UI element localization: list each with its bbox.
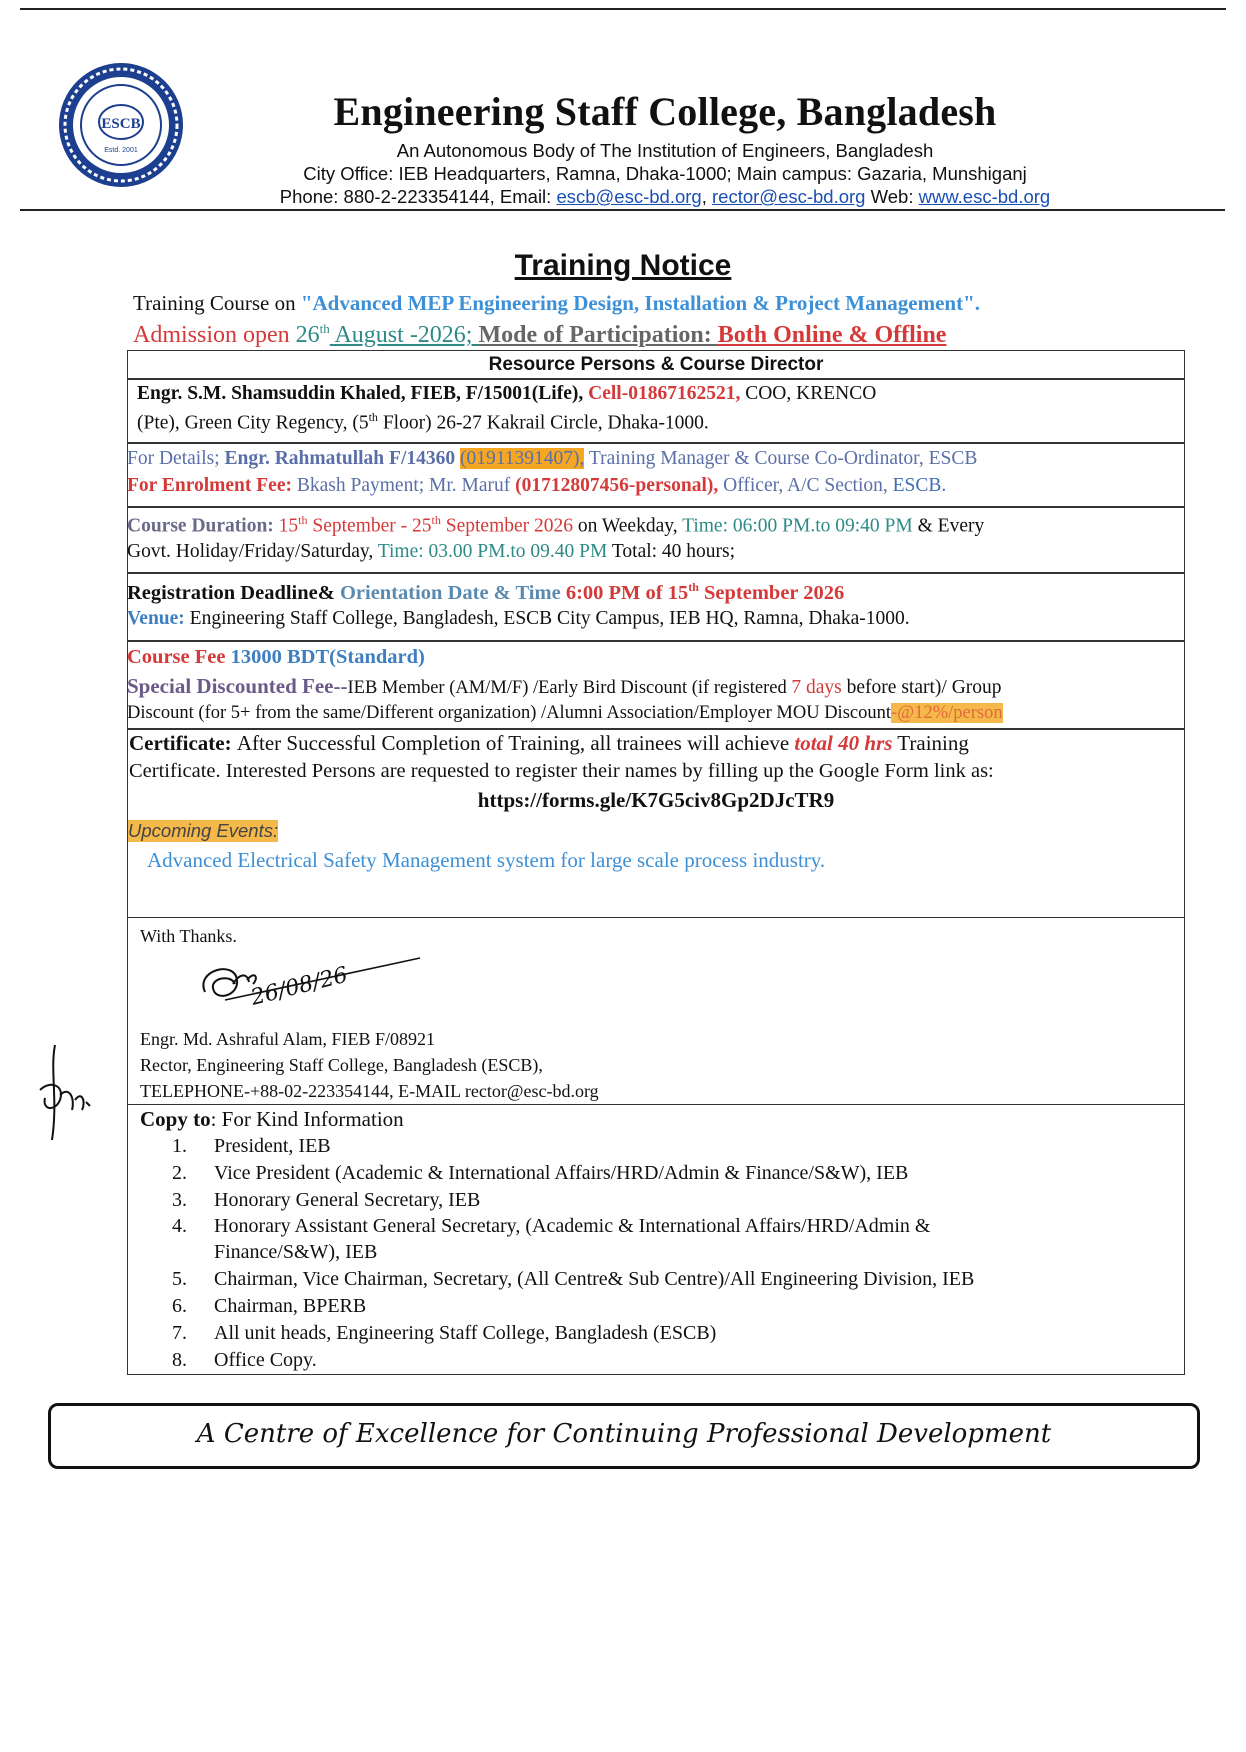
copy-item-text: Honorary Assistant General Secretary, (Academic & International Affairs/HRD/Admin & bbox=[214, 1215, 931, 1237]
copy-item-number: 6. bbox=[172, 1295, 187, 1317]
copy-item-number: 3. bbox=[172, 1189, 187, 1211]
web-label: Web: bbox=[865, 186, 919, 207]
details-role: Training Manager & Course Co-Ordinator, ESCB bbox=[584, 448, 978, 469]
resource-heading: Resource Persons & Course Director bbox=[488, 354, 824, 375]
mode-value: Both Online & Offline bbox=[717, 322, 947, 348]
mode-label: Mode of Participation: bbox=[478, 322, 718, 348]
upcoming-event-item: Advanced Electrical Safety Management system for large scale process industry. bbox=[147, 848, 826, 872]
resource-cell: Cell-01867162521, bbox=[588, 383, 741, 404]
fee-line bbox=[127, 646, 425, 669]
admission-day-sup: th bbox=[319, 321, 330, 336]
copy-item-number: 1. bbox=[172, 1135, 187, 1157]
enrol-phone: (01712807456-personal), bbox=[515, 475, 719, 496]
enrol-role: Officer, A/C Section, bbox=[718, 475, 893, 496]
copy-item-text: Chairman, Vice Chairman, Secretary, (All Centre& Sub Centre)/All Engineering Division, IEB bbox=[214, 1268, 975, 1290]
special-fee-a: IEB Member (AM/M/F) /Early Bird Discount (if registered bbox=[347, 678, 792, 698]
row-divider bbox=[127, 572, 1185, 574]
notice-title: Training Notice bbox=[514, 249, 732, 282]
copy-list-item bbox=[172, 1295, 366, 1318]
enrol-org: ESCB. bbox=[892, 475, 947, 496]
email-link-escb[interactable]: escb@esc-bd.org bbox=[556, 186, 702, 207]
special-fee-line-2 bbox=[127, 703, 1003, 724]
copy-list-item bbox=[172, 1135, 331, 1158]
fee-value: 13000 BDT(Standard) bbox=[230, 646, 425, 668]
duration-total: Total: 40 hours; bbox=[607, 541, 736, 562]
footer-tagline: A Centre of Excellence for Continuing Professional Development bbox=[196, 1419, 1052, 1449]
header-office: City Office: IEB Headquarters, Ramna, Dhaka-1000; Main campus: Gazaria, Munshiganj bbox=[303, 163, 1027, 184]
copy-list-item bbox=[172, 1215, 930, 1238]
copy-item-number: 7. bbox=[172, 1322, 187, 1344]
details-person: Engr. Rahmatullah F/14360 bbox=[224, 448, 460, 469]
duration-label: Course Duration: bbox=[127, 515, 279, 537]
duration-line-1 bbox=[127, 513, 984, 538]
email-sep: , bbox=[701, 186, 712, 207]
row-divider bbox=[127, 640, 1185, 642]
venue-line bbox=[127, 608, 910, 630]
certificate-label: Certificate: bbox=[129, 731, 237, 755]
special-fee-label: Special Discounted Fee-- bbox=[127, 674, 348, 698]
college-name: Engineering Staff College, Bangladesh bbox=[333, 89, 997, 134]
thanks-text: With Thanks. bbox=[140, 926, 237, 946]
duration-end-sup: th bbox=[431, 513, 441, 527]
rector-name: Engr. Md. Ashraful Alam, FIEB F/08921 bbox=[140, 1029, 436, 1049]
admission-label: Admission open bbox=[133, 322, 296, 348]
certificate-line-1 bbox=[129, 731, 969, 756]
rector-contact: TELEPHONE-+88-02-223354144, E-MAIL rector@esc-bd.org bbox=[140, 1081, 599, 1101]
email-link-rector[interactable]: rector@esc-bd.org bbox=[712, 186, 866, 207]
copy-list-item bbox=[172, 1241, 377, 1264]
header-rule bbox=[20, 209, 1225, 211]
certificate-line-2: Certificate. Interested Persons are requested to register their names by filling up the Google Form link as: bbox=[129, 760, 994, 782]
rector-title: Rector, Engineering Staff College, Bangladesh (ESCB), bbox=[140, 1055, 543, 1075]
enrol-text: Bkash Payment; Mr. Maruf bbox=[296, 475, 516, 496]
copy-item-text: Office Copy. bbox=[214, 1349, 317, 1371]
copy-list-item bbox=[172, 1162, 908, 1185]
logo-estd: Estd. 2001 bbox=[104, 147, 138, 154]
registration-orient: Orientation Date & Time bbox=[339, 581, 566, 604]
copy-to-heading bbox=[140, 1107, 404, 1132]
copy-list-item bbox=[172, 1322, 716, 1345]
duration-weekday: on Weekday, bbox=[573, 515, 683, 537]
course-line bbox=[133, 291, 980, 316]
resource-role: COO, KRENCO bbox=[740, 383, 877, 404]
resource-line-1 bbox=[137, 383, 876, 405]
fee-label: Course Fee bbox=[127, 646, 231, 668]
course-name: "Advanced MEP Engineering Design, Installation & Project Management". bbox=[300, 291, 980, 315]
enrolment-line bbox=[127, 475, 946, 497]
registration-line bbox=[127, 580, 844, 605]
copy-item-number: 5. bbox=[172, 1268, 187, 1290]
copy-list-item bbox=[172, 1268, 974, 1291]
copy-list-item bbox=[172, 1349, 317, 1372]
header-subtitle: An Autonomous Body of The Institution of Engineers, Bangladesh bbox=[396, 140, 934, 161]
resource-name: Engr. S.M. Shamsuddin Khaled, FIEB, F/15001(Life), bbox=[137, 383, 589, 404]
enrol-label: For Enrolment Fee: bbox=[127, 475, 297, 496]
duration-line-2 bbox=[127, 541, 735, 563]
certificate-text-b: Training bbox=[892, 731, 969, 755]
rector-signature bbox=[195, 950, 435, 1030]
course-prefix: Training Course on bbox=[133, 291, 301, 315]
certificate-hours: total 40 hrs bbox=[794, 731, 893, 755]
duration-every: & Every bbox=[912, 515, 985, 537]
copy-item-text: Chairman, BPERB bbox=[214, 1295, 367, 1317]
venue-text: Engineering Staff College, Bangladesh, ESCB City Campus, IEB HQ, Ramna, Dhaka-1000. bbox=[189, 608, 910, 629]
admission-rest: August -2026; bbox=[329, 322, 479, 348]
details-label: For Details; bbox=[127, 448, 225, 469]
copy-item-text: Honorary General Secretary, IEB bbox=[214, 1189, 481, 1211]
logo-text: ESCB bbox=[101, 116, 141, 132]
row-divider bbox=[127, 728, 1185, 730]
top-rule bbox=[20, 8, 1226, 10]
copy-item-text: Vice President (Academic & International Affairs/HRD/Admin & Finance/S&W), IEB bbox=[214, 1162, 909, 1184]
resource-address-sup: th bbox=[368, 410, 378, 424]
duration-holiday: Govt. Holiday/Friday/Saturday, bbox=[127, 541, 378, 562]
copy-to-label: Copy to bbox=[140, 1107, 211, 1131]
google-form-link[interactable]: https://forms.gle/K7G5civ8Gp2DJcTR9 bbox=[477, 788, 835, 812]
upcoming-events-label: Upcoming Events: bbox=[128, 820, 279, 841]
details-line bbox=[127, 448, 977, 470]
registration-when-sup: th bbox=[688, 580, 699, 594]
copy-list-item bbox=[172, 1189, 480, 1212]
admission-line bbox=[133, 321, 946, 349]
escb-logo bbox=[56, 60, 186, 190]
special-fee-c: Discount (for 5+ from the same/Different organization) /Alumni Association/Employer MOU Discount bbox=[127, 703, 891, 723]
signature-date: 26/08/26 bbox=[248, 962, 351, 1011]
duration-time-2: Time: 03.00 PM.to 09.40 PM bbox=[377, 541, 608, 562]
duration-end-rest: September 2026 bbox=[440, 515, 574, 537]
website-link[interactable]: www.esc-bd.org bbox=[918, 186, 1051, 207]
registration-when: 6:00 PM of 15 bbox=[565, 581, 689, 604]
special-fee-b: before start)/ Group bbox=[841, 677, 1002, 698]
admission-day: 26 bbox=[295, 322, 320, 348]
duration-start: 15 bbox=[278, 515, 299, 537]
copy-item-number: 4. bbox=[172, 1215, 187, 1237]
special-fee-pct: -@12%/person bbox=[891, 703, 1003, 723]
margin-signature bbox=[30, 1040, 110, 1150]
registration-label: Registration Deadline& bbox=[127, 581, 340, 604]
copy-item-text: President, IEB bbox=[214, 1135, 331, 1157]
duration-start-rest: September - 25 bbox=[307, 515, 432, 537]
venue-label: Venue: bbox=[127, 608, 190, 629]
phone-label: Phone: 880-2-223354144, Email: bbox=[279, 186, 557, 207]
copy-item-number: 8. bbox=[172, 1349, 187, 1371]
copy-item-text: Finance/S&W), IEB bbox=[214, 1241, 378, 1263]
resource-address-b: Floor) 26-27 Kakrail Circle, Dhaka-1000. bbox=[377, 412, 709, 434]
duration-time: Time: 06:00 PM.to 09:40 PM bbox=[682, 515, 913, 537]
certificate-text-a: After Successful Completion of Training, all trainees will achieve bbox=[236, 731, 795, 755]
resource-address-a: (Pte), Green City Regency, (5 bbox=[137, 412, 369, 434]
row-divider bbox=[127, 506, 1185, 508]
row-divider bbox=[127, 442, 1185, 444]
registration-when-rest: September 2026 bbox=[698, 581, 845, 604]
header-contact bbox=[230, 186, 1100, 208]
details-phone: (01911391407), bbox=[460, 448, 585, 469]
special-fee-line-1 bbox=[127, 674, 1002, 699]
copy-to-suffix: : For Kind Information bbox=[210, 1107, 404, 1131]
special-fee-days: 7 days bbox=[791, 677, 842, 698]
resource-line-2 bbox=[137, 410, 709, 435]
notice-table bbox=[127, 350, 1185, 918]
row-divider bbox=[127, 378, 1185, 380]
copy-item-text: All unit heads, Engineering Staff College, Bangladesh (ESCB) bbox=[214, 1322, 717, 1344]
copy-item-number: 2. bbox=[172, 1162, 187, 1184]
duration-start-sup: th bbox=[298, 513, 308, 527]
